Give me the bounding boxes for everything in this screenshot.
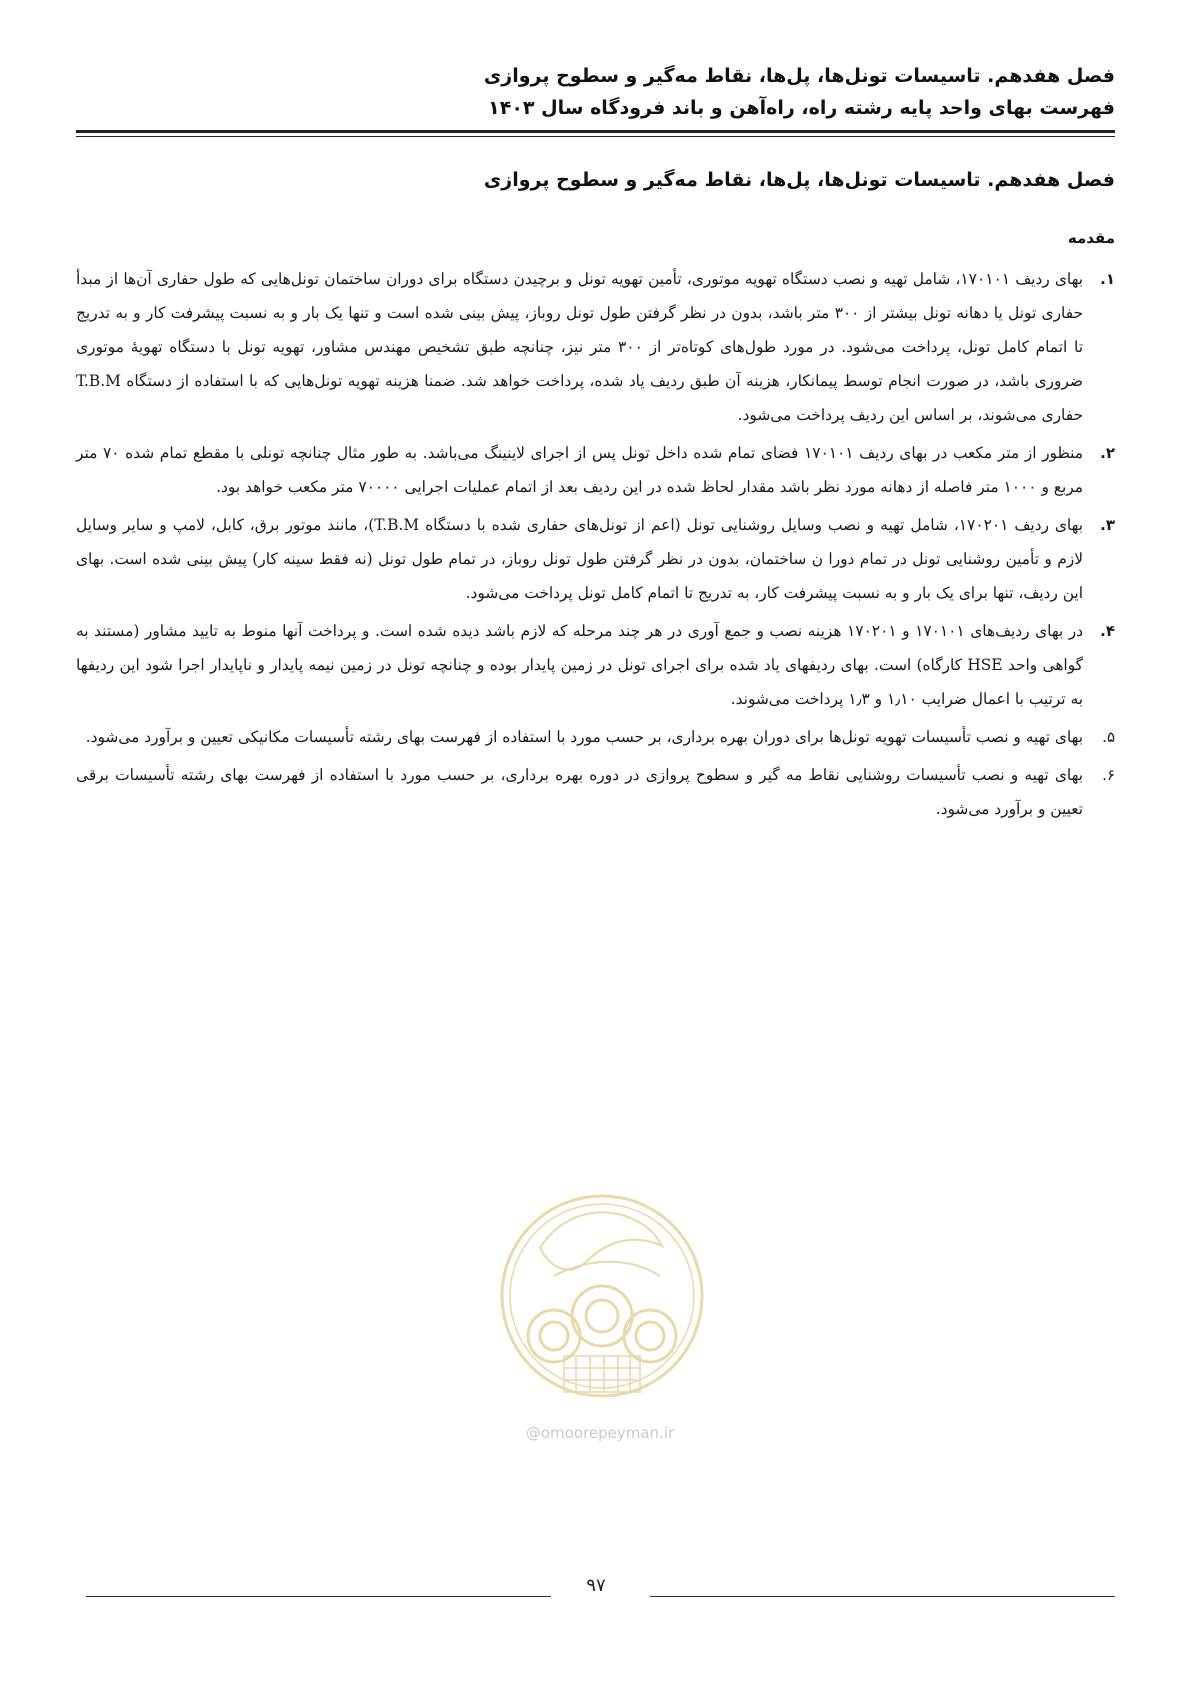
- item-number: ۶.: [1102, 766, 1115, 784]
- item-number: ۴.: [1100, 622, 1115, 640]
- item-text: بهای ردیف ۱۷۰۲۰۱، شامل تهیه و نصب وسایل روشنایی تونل (اعم از تونل‌های حفاری شده با دستگاه T.B.M)، مانند موتور برق، کابل، لامپ و سایر وسایل لازم و تأمین روشنایی تونل در تمام دورا ن ساختمان، بدون در نظر گرفتن طول تونل روباز، در تمام طول تونل (نه فقط سینه کار) پیش بینی شده است. بهای این ردیف، تنها برای یک بار و به نسبت پیشرفت کار، به تدریج تا اتمام کامل تونل پرداخت می‌شود.: [76, 516, 1083, 602]
- item-number: ۲.: [1100, 444, 1115, 462]
- running-header: [76, 60, 1115, 124]
- item-number: ۳.: [1100, 516, 1115, 534]
- watermark-url: @omoorepeyman.ir: [525, 1424, 675, 1442]
- item-text: در بهای ردیف‌های ۱۷۰۱۰۱ و ۱۷۰۲۰۱ هزینه نصب و جمع آوری در هر چند مرحله که لازم باشد دیده شده است. و پرداخت آنها منوط به تایید مشاور (مستند به گواهی واحد HSE کارگاه) است. بهای ردیفهای یاد شده برای اجرای تونل در زمین پایدار بوده و چنانچه تونل در زمین نیمه پایدار و ناپایدار اجرا شود این ردیفها به ترتیب با اعمال ضرایب ۱٫۱۰ و ۱٫۳ پرداخت می‌شوند.: [76, 622, 1084, 708]
- header-divider-thin: [76, 136, 1115, 137]
- introduction-heading: مقدمه: [1067, 229, 1115, 247]
- running-header-book-title: فهرست بهای واحد پایه رشته راه، راه‌آهن و باند فرودگاه سال ۱۴۰۳: [488, 97, 1115, 119]
- list-item: [76, 720, 1115, 754]
- watermark-logo: [492, 1176, 712, 1416]
- item-text: منظور از متر مکعب در بهای ردیف ۱۷۰۱۰۱ فضای تمام شده داخل تونل پس از اجرای لاینینگ می‌باشد. به طور مثال چنانچه تونلی با مقطع تمام شده ۷۰ متر مربع و ۱۰۰۰ متر فاصله از دهانه مورد نظر باشد مقدار لحاظ شده در این ردیف بعد از اتمام عملیات اجرایی ۷۰۰۰۰ متر مکعب خواهد بود.: [76, 444, 1083, 496]
- footer-divider-right: [650, 1596, 1115, 1597]
- item-text: بهای تهیه و نصب تأسیسات تهویه تونل‌ها برای دوران بهره برداری، بر حسب مورد با استفاده از فهرست بهای رشته تأسیسات مکانیکی تعیین و برآورد می‌شود.: [85, 728, 1083, 746]
- list-item: [76, 262, 1115, 432]
- footer-divider-left: [86, 1596, 551, 1597]
- item-text: بهای تهیه و نصب تأسیسات روشنایی نقاط مه گیر و سطوح پروازی در دوره بهره برداری، بر حسب مورد با استفاده از فهرست بهای رشته تأسیسات برقی تعیین و برآورد می‌شود.: [76, 766, 1083, 818]
- item-text: بهای ردیف ۱۷۰۱۰۱، شامل تهیه و نصب دستگاه تهویه موتوری، تأمین تهویه تونل و برچیدن دستگاه برای دوران ساختمان تونل‌هایی که طول حفاری آن‌ها از مبدأ حفاری تونل یا دهانه تونل بیشتر از ۳۰۰ متر باشد، بدون در نظر گرفتن طول تونل روباز، پیش بینی شده است و تنها یک بار و به نسبت پیشرفت کار و به تدریج تا اتمام کامل تونل، پرداخت می‌شود. در مورد طول‌های کوتاه‌تر از ۳۰۰ متر نیز، چنانچه طبق تشخیص مهندس مشاور، تهویه تونل با دستگاه تهویهٔ موتوری ضروری باشد، در صورت انجام توسط پیمانکار، هزینه آن طبق ردیف یاد شده، پرداخت خواهد شد. ضمنا هزینه تهویه تونل‌هایی که با استفاده از دستگاه T.B.M حفاری می‌شوند، بر اساس این ردیف پرداخت می‌شود.: [76, 270, 1083, 424]
- introduction-items: [76, 262, 1115, 830]
- chapter-title: فصل هفدهم. تاسیسات تونل‌ها، پل‌ها، نقاط مه‌گیر و سطوح پروازی: [483, 169, 1115, 191]
- item-number: ۵.: [1102, 728, 1115, 746]
- list-item: [76, 436, 1115, 504]
- list-item: [76, 508, 1115, 610]
- page-number: ۹۷: [586, 1575, 606, 1596]
- running-header-chapter: فصل هفدهم. تاسیسات تونل‌ها، پل‌ها، نقاط مه‌گیر و سطوح پروازی: [483, 65, 1115, 87]
- seal-icon: [492, 1176, 712, 1416]
- list-item: [76, 758, 1115, 826]
- header-divider-thick: [76, 130, 1115, 133]
- list-item: [76, 614, 1115, 716]
- item-number: ۱.: [1100, 270, 1115, 288]
